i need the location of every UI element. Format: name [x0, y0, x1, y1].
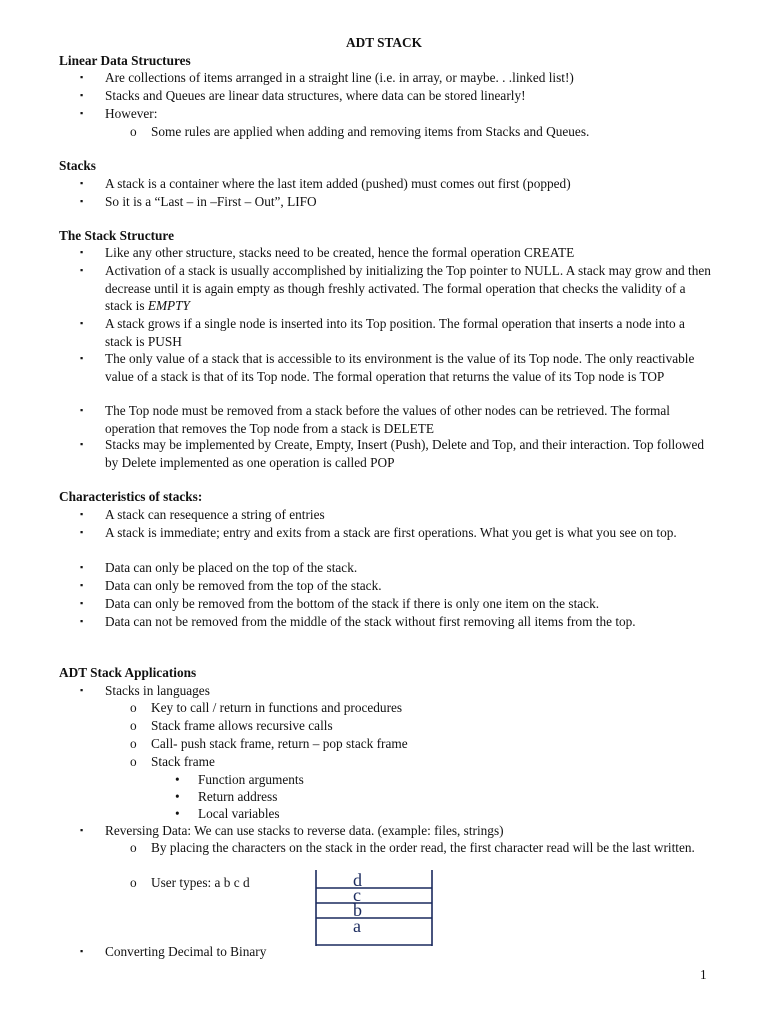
- square-bullet: ▪: [80, 562, 84, 572]
- stack-cell-c: c: [353, 885, 361, 905]
- list-item: Converting Decimal to Binary: [105, 944, 267, 959]
- heading-stacks: Stacks: [59, 158, 96, 173]
- sub-sub-list-item: Function arguments: [198, 772, 304, 787]
- list-item: Reversing Data: We can use stacks to reverse data. (example: files, strings): [105, 823, 504, 838]
- square-bullet: ▪: [80, 265, 84, 275]
- circle-bullet: o: [130, 840, 137, 855]
- list-item: Are collections of items arranged in a straight line (i.e. in array, or maybe. . .linked list!): [105, 70, 574, 85]
- heading-characteristics: Characteristics of stacks:: [59, 489, 203, 504]
- list-item: Data can only be removed from the bottom of the stack if there is only one item on the stack.: [105, 596, 600, 611]
- list-item: A stack can resequence a string of entries: [105, 507, 325, 522]
- square-bullet: ▪: [80, 247, 84, 257]
- square-bullet: ▪: [80, 353, 84, 363]
- square-bullet: ▪: [80, 72, 84, 82]
- list-item: So it is a “Last – in –First – Out”, LIFO: [105, 194, 317, 209]
- sub-sub-list-item: Return address: [198, 789, 278, 804]
- list-item: The Top node must be removed from a stack before the values of other nodes can be retrieved. The formal operation that removes the Top node from a stack is DELETE: [105, 403, 670, 436]
- square-bullet: ▪: [80, 616, 84, 626]
- square-bullet: ▪: [80, 527, 84, 537]
- dot-bullet: •: [175, 789, 180, 804]
- circle-bullet: o: [130, 700, 137, 715]
- sub-list-item: Stack frame allows recursive calls: [151, 718, 333, 733]
- square-bullet: ▪: [80, 108, 84, 118]
- heading-applications: ADT Stack Applications: [59, 665, 197, 680]
- list-item: Stacks in languages: [105, 683, 210, 698]
- list-item: Like any other structure, stacks need to be created, hence the formal operation CREATE: [105, 245, 575, 260]
- square-bullet: ▪: [80, 509, 84, 519]
- page-number: 1: [700, 967, 707, 982]
- stack-cell-b: b: [353, 900, 362, 920]
- list-item: However:: [105, 106, 158, 121]
- square-bullet: ▪: [80, 580, 84, 590]
- list-item: A stack is immediate; entry and exits from a stack are first operations. What you get is what you see on top.: [105, 525, 677, 540]
- heading-stack-structure: The Stack Structure: [59, 228, 174, 243]
- stack-cell-a: a: [353, 916, 361, 936]
- list-item: The only value of a stack that is accessible to its environment is the value of its Top node. The only reactivable value of a stack is that of its Top node. The formal operation that returns the value of its Top node is TOP: [105, 351, 695, 384]
- circle-bullet: o: [130, 754, 137, 769]
- list-item: A stack is a container where the last item added (pushed) must comes out first (popped): [105, 176, 571, 191]
- list-item-text: Activation of a stack is usually accomplished by initializing the Top pointer to NULL. A stack may grow and then decrease until it is again empty as though freshly activated. The formal operation that checks the validity of a stack is: [105, 263, 711, 313]
- page-title: ADT STACK: [346, 35, 422, 50]
- dot-bullet: •: [175, 806, 180, 821]
- sub-list-item: By placing the characters on the stack in the order read, the first character read will be the last written.: [151, 840, 695, 855]
- stack-diagram: [313, 870, 435, 946]
- circle-bullet: o: [130, 736, 137, 751]
- square-bullet: ▪: [80, 178, 84, 188]
- circle-bullet: o: [130, 718, 137, 733]
- dot-bullet: •: [175, 772, 180, 787]
- square-bullet: ▪: [80, 685, 84, 695]
- sub-sub-list-item: Local variables: [198, 806, 280, 821]
- list-item: Data can only be placed on the top of the stack.: [105, 560, 358, 575]
- square-bullet: ▪: [80, 196, 84, 206]
- list-item: Data can not be removed from the middle of the stack without first removing all items from the top.: [105, 614, 636, 629]
- list-item-empty-op: [105, 262, 715, 315]
- list-item: A stack grows if a single node is inserted into its Top position. The formal operation that inserts a node into a stack is PUSH: [105, 316, 685, 349]
- empty-operation-word: EMPTY: [147, 298, 190, 313]
- stack-cell-d: d: [353, 870, 362, 890]
- list-item: Stacks may be implemented by Create, Empty, Insert (Push), Delete and Top, and their interaction. Top followed by Delete implemented as one operation is called POP: [105, 437, 705, 470]
- heading-linear-data-structures: Linear Data Structures: [59, 53, 191, 68]
- circle-bullet: o: [130, 875, 137, 890]
- square-bullet: ▪: [80, 439, 84, 449]
- circle-bullet: o: [130, 124, 137, 139]
- square-bullet: ▪: [80, 405, 84, 415]
- sub-list-item: Stack frame: [151, 754, 215, 769]
- sub-list-item: Some rules are applied when adding and removing items from Stacks and Queues.: [151, 124, 590, 139]
- square-bullet: ▪: [80, 90, 84, 100]
- square-bullet: ▪: [80, 825, 84, 835]
- square-bullet: ▪: [80, 946, 84, 956]
- list-item: Data can only be removed from the top of the stack.: [105, 578, 382, 593]
- list-item: Stacks and Queues are linear data structures, where data can be stored linearly!: [105, 88, 526, 103]
- sub-list-item: Key to call / return in functions and procedures: [151, 700, 403, 715]
- sub-list-item: User types: a b c d: [151, 875, 250, 890]
- square-bullet: ▪: [80, 598, 84, 608]
- square-bullet: ▪: [80, 318, 84, 328]
- sub-list-item: Call- push stack frame, return – pop stack frame: [151, 736, 408, 751]
